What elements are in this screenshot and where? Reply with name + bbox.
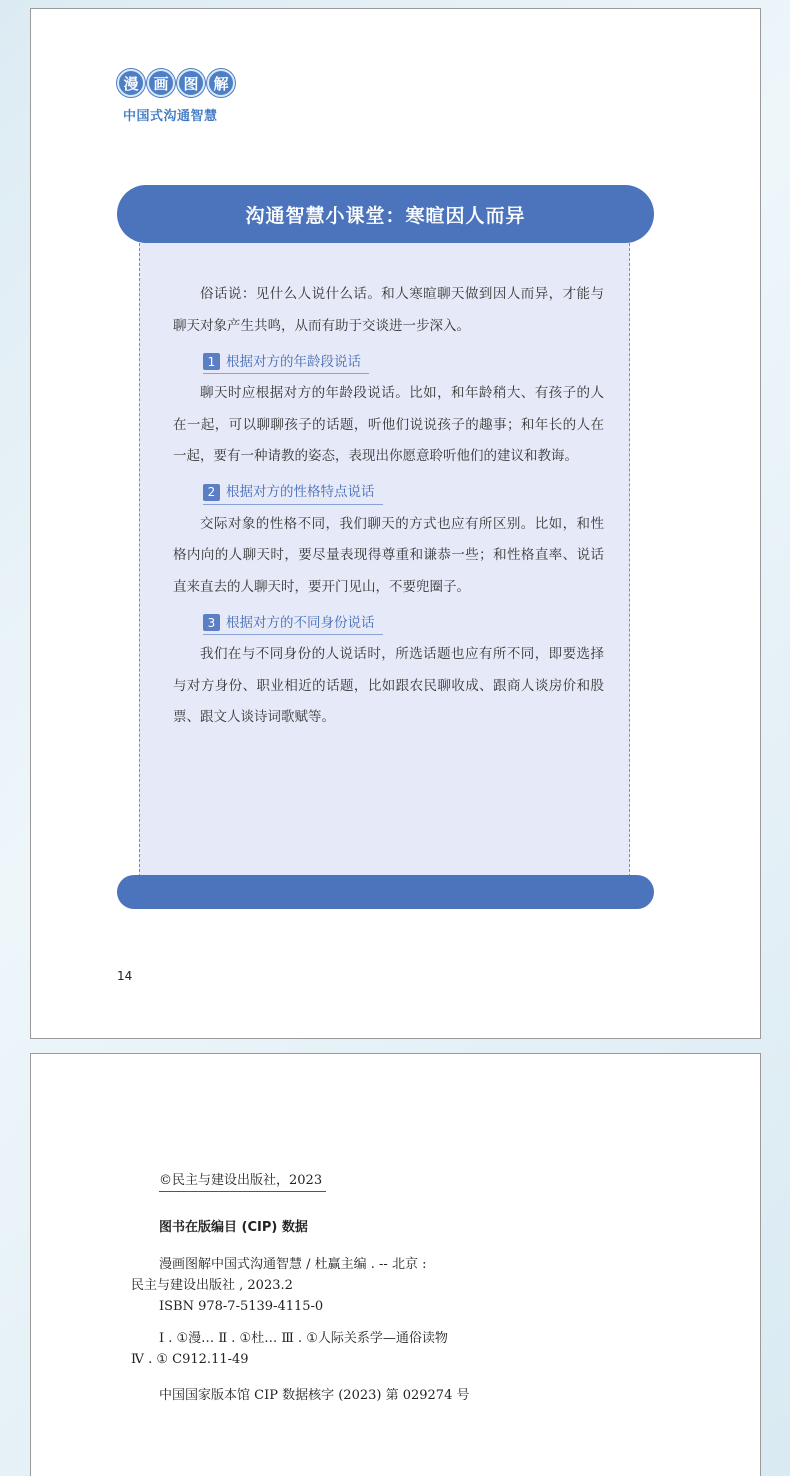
intro-paragraph: 俗话说：见什么人说什么话。和人寒暄聊天做到因人而异，才能与聊天对象产生共鸣，从而有助于交谈进一步深入。 xyxy=(173,286,604,334)
logo-char: 图 xyxy=(177,69,205,97)
cip-line: 漫画图解中国式沟通智慧 / 杜赢主编 . -- 北京 : xyxy=(159,1257,427,1272)
section-heading-1 xyxy=(203,350,369,374)
section-paragraph-1: 聊天时应根据对方的年龄段说话。比如，和年龄稍大、有孩子的人在一起，可以聊聊孩子的话题，听他们说说孩子的趣事；和年长的人在一起，要有一种请教的姿态，表现出你愿意聆听他们的建议和教诲。 xyxy=(173,385,604,464)
copyright-page xyxy=(30,1053,761,1476)
section-label: 根据对方的性格特点说话 xyxy=(226,484,375,500)
copyright-notice: ©民主与建设出版社，2023 xyxy=(159,1169,326,1192)
section-paragraph-3: 我们在与不同身份的人说话时，所选话题也应有所不同，即要选择与对方身份、职业相近的话题，比如跟农民聊收成、跟商人谈房价和股票、跟文人谈诗词歌赋等。 xyxy=(173,646,604,725)
section-heading-3 xyxy=(203,611,383,635)
classification-block xyxy=(131,1328,448,1370)
lesson-banner xyxy=(117,185,654,243)
lesson-content xyxy=(173,279,604,734)
logo-title xyxy=(117,69,247,97)
section-paragraph-2: 交际对象的性格不同，我们聊天的方式也应有所区别。比如，和性格内向的人聊天时，要尽量表现得尊重和谦恭一些；和性格直率、说话直来直去的人聊天时，要开门见山，不要兜圈子。 xyxy=(173,515,604,595)
section-number: 1 xyxy=(203,353,220,370)
logo-char: 解 xyxy=(207,69,235,97)
classification-line: Ⅳ . ① C912.11-49 xyxy=(131,1352,249,1367)
section-label: 根据对方的不同身份说话 xyxy=(226,614,375,631)
section-number: 3 xyxy=(203,614,220,631)
logo-subtitle: 中国式沟通智慧 xyxy=(123,109,218,124)
book-page-14 xyxy=(30,8,761,1039)
logo-char: 画 xyxy=(147,69,175,97)
cip-line: ISBN 978-7-5139-4115-0 xyxy=(159,1299,324,1314)
banner-title: 沟通智慧小课堂：寒暄因人而异 xyxy=(245,204,526,227)
cip-line: 民主与建设出版社 , 2023.2 xyxy=(131,1278,293,1293)
cip-record-number: 中国国家版本馆 CIP 数据核字 (2023) 第 029274 号 xyxy=(159,1388,470,1403)
cip-data-block xyxy=(131,1254,426,1317)
logo-char: 漫 xyxy=(117,69,145,97)
section-heading-2 xyxy=(203,481,383,505)
section-label: 根据对方的年龄段说话 xyxy=(226,353,361,370)
series-logo xyxy=(117,69,247,124)
section-number: 2 xyxy=(203,484,220,501)
page-number: 14 xyxy=(117,969,133,983)
cip-heading: 图书在版编目 (CIP) 数据 xyxy=(159,1220,308,1235)
scroll-bottom-bar xyxy=(117,875,654,909)
classification-line: Ⅰ . ①漫… Ⅱ . ①杜… Ⅲ . ①人际关系学—通俗读物 xyxy=(159,1331,448,1346)
